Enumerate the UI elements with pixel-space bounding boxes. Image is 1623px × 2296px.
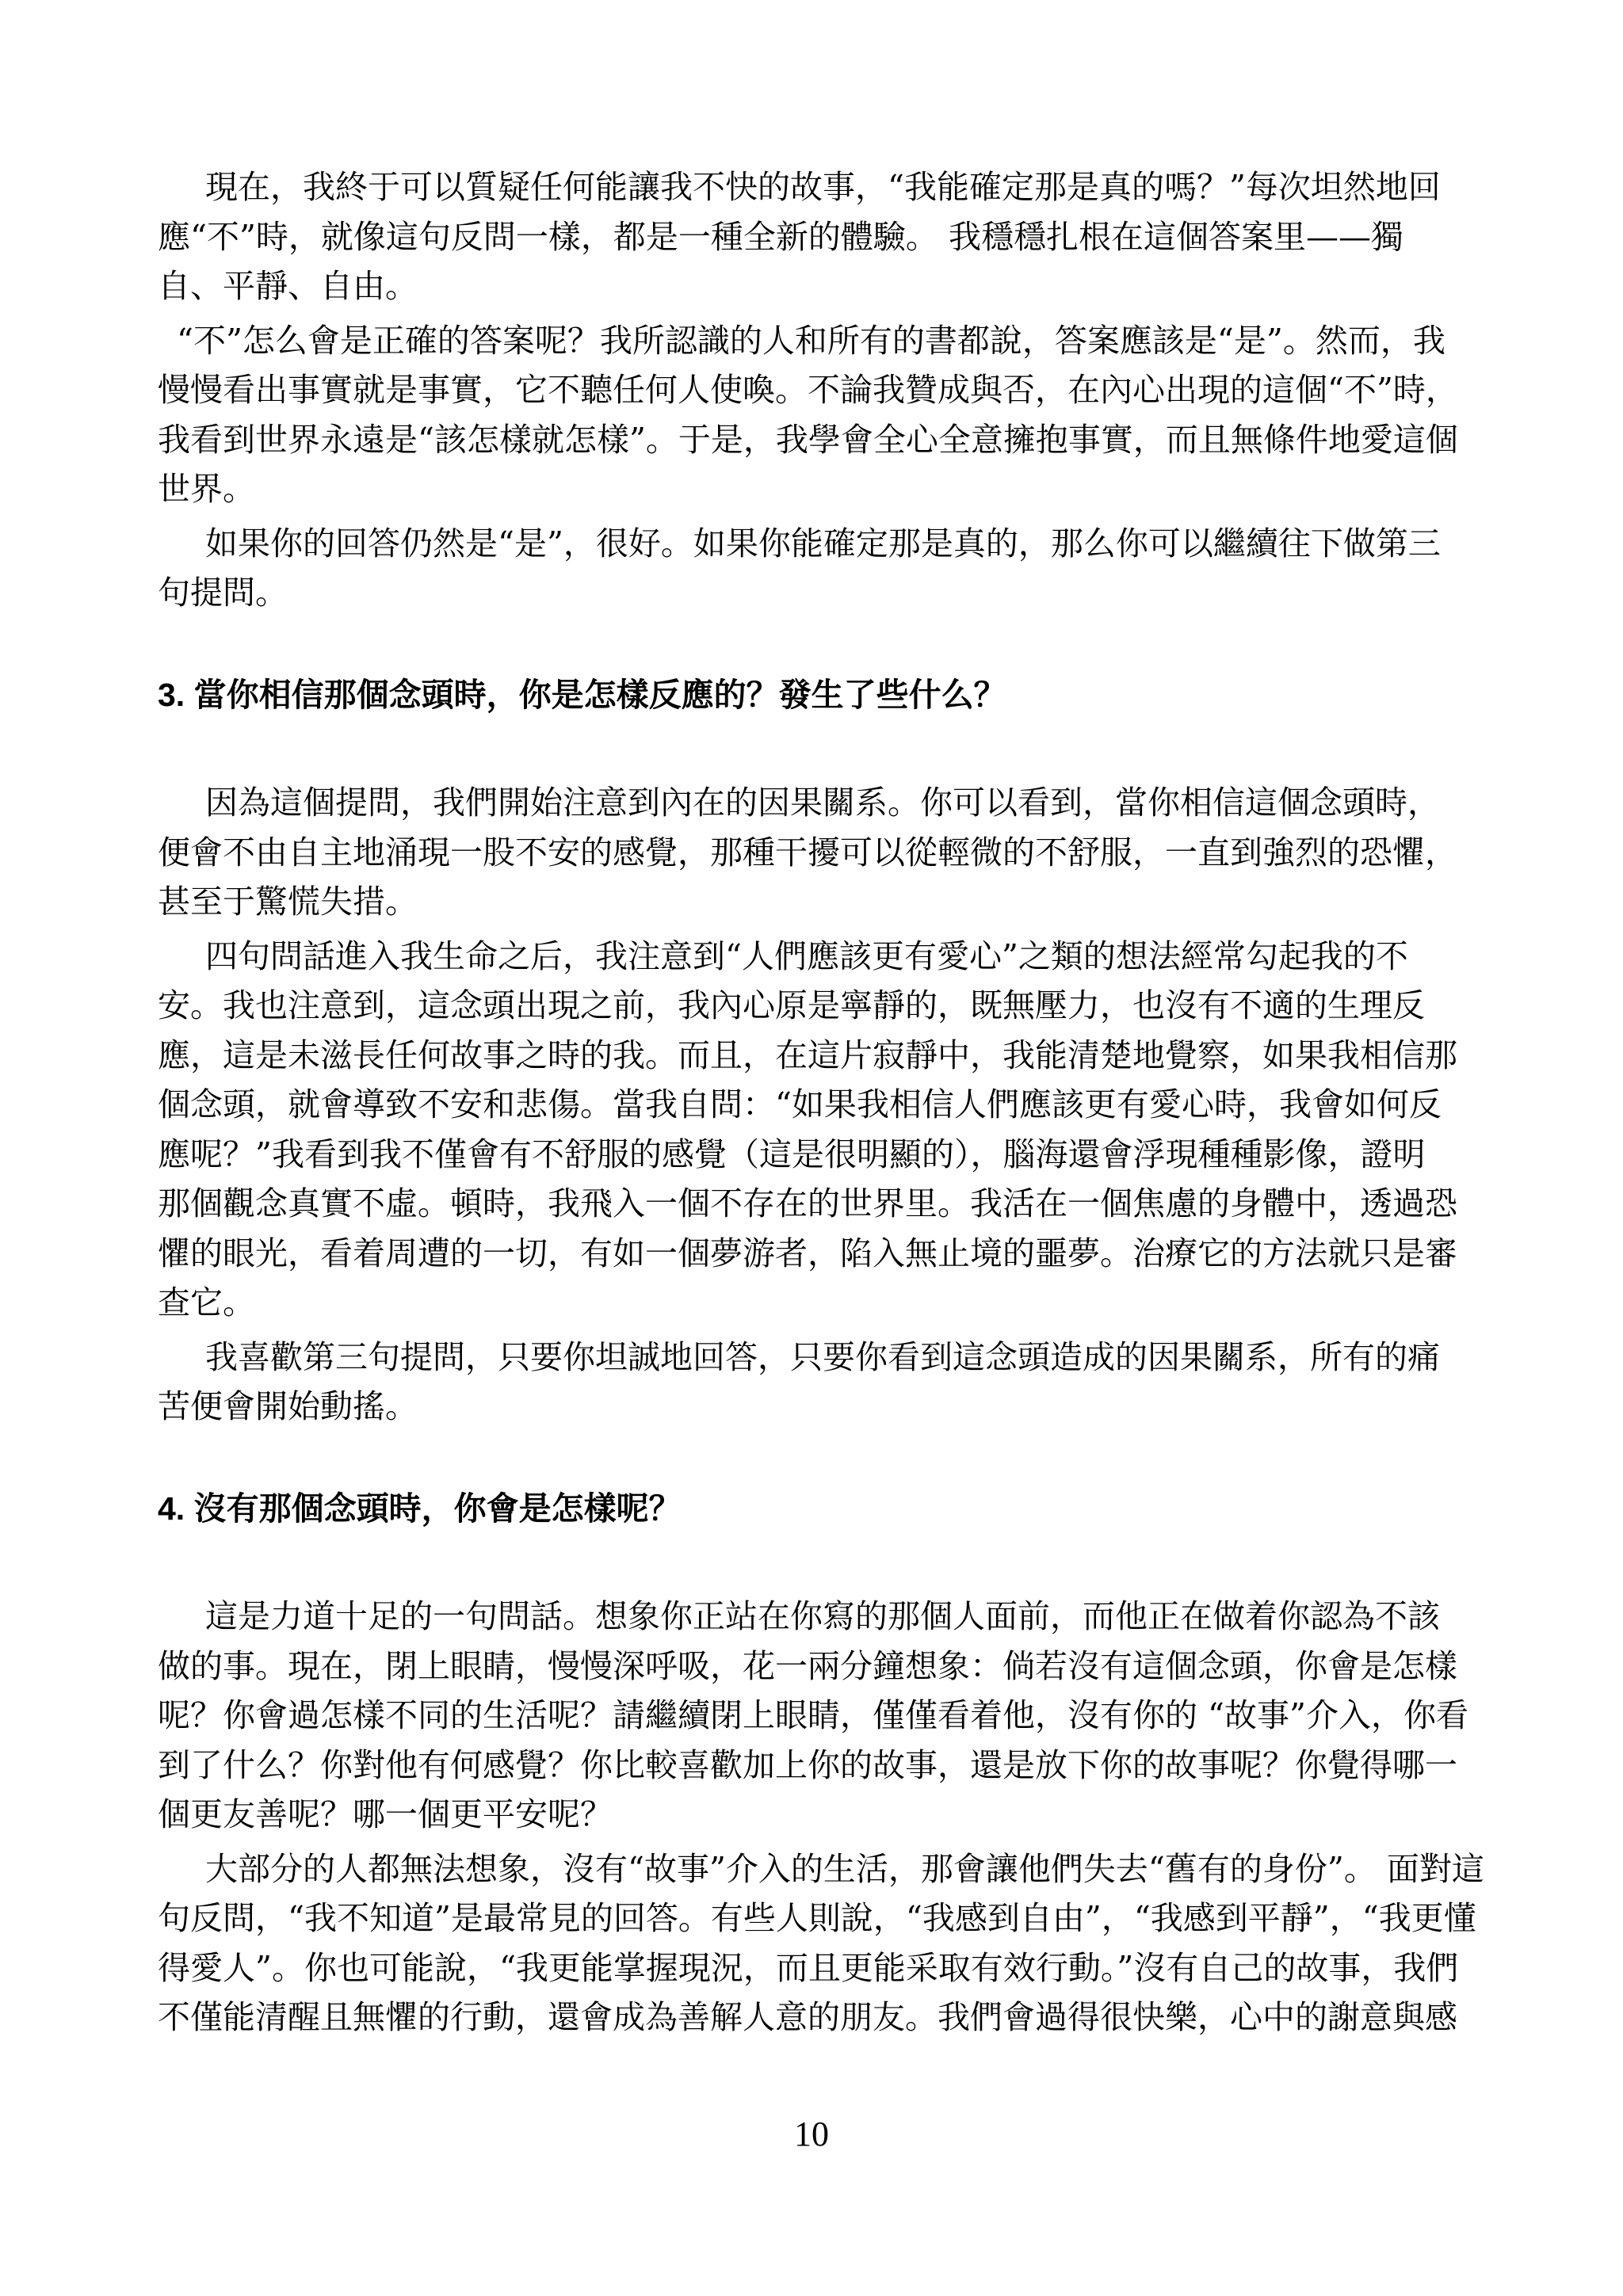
section-3-paragraph-3 bbox=[158, 1333, 1476, 1432]
text-line: 句反問，“我不知道”是最常見的回答。有些人則說，“我感到自由”，“我感到平靜”，“我更懂 bbox=[158, 1899, 1476, 1937]
text-line: 如果你的回答仍然是“是”，很好。如果你能確定那是真的，那么你可以繼續往下做第三 bbox=[205, 524, 1441, 563]
text-line: 大部分的人都無法想象，沒有“故事”介入的生活，那會讓他們失去“舊有的身份”。 面對這 bbox=[205, 1849, 1484, 1888]
text-line: 自、平靜、自由。 bbox=[158, 267, 418, 305]
intro-paragraph-3 bbox=[158, 519, 1476, 618]
text-line: 這是力道十足的一句問話。想象你正站在你寫的那個人面前，而他正在做着你認為不該 bbox=[205, 1597, 1440, 1635]
text-line: 不僅能清醒且無懼的行動，還會成為善解人意的朋友。我們會過得很快樂，心中的謝意與感 bbox=[158, 1998, 1457, 2036]
text-line: 個更友善呢？哪一個更平安呢？ bbox=[158, 1795, 613, 1833]
text-line: 呢？你會過怎樣不同的生活呢？請繼續閉上眼睛，僅僅看着他，沒有你的 “故事”介入，你看 bbox=[158, 1696, 1468, 1734]
intro-paragraph-2 bbox=[158, 316, 1476, 514]
text-line: 現在，我終于可以質疑任何能讓我不快的故事，“我能確定那是真的嗎？”每次坦然地回 bbox=[205, 168, 1441, 206]
text-line: 應呢？”我看到我不僅會有不舒服的感覺（這是很明顯的），腦海還會浮現種種影像，證明 bbox=[158, 1135, 1426, 1173]
text-line: 甚至于驚慌失措。 bbox=[158, 883, 418, 921]
section-3-paragraph-1 bbox=[158, 778, 1476, 927]
text-line: 因為這個提問，我們開始注意到內在的因果關系。你可以看到，當你相信這個念頭時， bbox=[205, 784, 1440, 822]
text-line: 四句問話進入我生命之后，我注意到“人們應該更有愛心”之類的想法經常勾起我的不 bbox=[205, 936, 1408, 975]
text-line: 便會不由自主地涌現一股不安的感覺，那種干擾可以從輕微的不舒服，一直到強烈的恐懼， bbox=[158, 833, 1457, 871]
text-line: 句提問。 bbox=[158, 574, 288, 612]
section-4-heading: 4. 沒有那個念頭時，你會是怎樣呢？ bbox=[158, 1489, 682, 1527]
text-line: 我看到世界永遠是“該怎樣就怎樣”。于是，我學會全心全意擁抱事實，而且無條件地愛這個 bbox=[158, 420, 1458, 459]
text-line: 那個觀念真實不虛。頓時，我飛入一個不存在的世界里。我活在一個焦慮的身體中，透過恐 bbox=[158, 1184, 1457, 1222]
section-4-paragraph-1 bbox=[158, 1592, 1476, 1840]
text-line: 做的事。現在，閉上眼睛，慢慢深呼吸，花一兩分鐘想象：倘若沒有這個念頭，你會是怎樣 bbox=[158, 1646, 1457, 1685]
text-line: 苦便會開始動搖。 bbox=[158, 1387, 418, 1425]
text-column bbox=[158, 162, 1484, 2042]
text-line: “不”怎么會是正確的答案呢？我所認識的人和所有的書都說，答案應該是“是”。然而，我 bbox=[177, 321, 1445, 360]
text-line: 應，這是未滋長任何故事之時的我。而且，在這片寂靜中，我能清楚地覺察，如果我相信那 bbox=[158, 1035, 1457, 1074]
text-line: 到了什么？你對他有何感覺？你比較喜歡加上你的故事，還是放下你的故事呢？你覺得哪一 bbox=[158, 1745, 1457, 1784]
intro-paragraph-1 bbox=[158, 162, 1476, 311]
section-3-paragraph-2 bbox=[158, 932, 1476, 1328]
text-line: 我喜歡第三句提問，只要你坦誠地回答，只要你看到這念頭造成的因果關系，所有的痛 bbox=[205, 1337, 1440, 1376]
text-line: 得愛人”。你也可能說，“我更能掌握現況，而且更能采取有效行動。”沒有自己的故事，我們 bbox=[158, 1948, 1459, 1987]
text-line: 個念頭，就會導致不安和悲傷。當我自問：“如果我相信人們應該更有愛心時，我會如何反 bbox=[158, 1085, 1442, 1123]
section-4-paragraph-2 bbox=[158, 1844, 1484, 2042]
text-line: 應“不”時，就像這句反問一樣，都是一種全新的體驗。 我穩穩扎根在這個答案里——獨 bbox=[158, 217, 1403, 256]
text-line: 安。我也注意到，這念頭出現之前，我內心原是寧靜的，既無壓力，也沒有不適的生理反 bbox=[158, 986, 1425, 1024]
text-line: 慢慢看出事實就是事實，它不聽任何人使喚。不論我贊成與否，在內心出現的這個“不”時， bbox=[158, 371, 1458, 409]
text-line: 懼的眼光，看着周遭的一切，有如一個夢游者，陷入無止境的噩夢。治療它的方法就只是審 bbox=[158, 1234, 1457, 1272]
text-line: 世界。 bbox=[158, 470, 255, 508]
section-3-heading: 3. 當你相信那個念頭時，你是怎樣反應的？發生了些什么？ bbox=[158, 676, 1006, 713]
page-number: 10 bbox=[794, 2115, 829, 2153]
text-line: 查它。 bbox=[158, 1283, 255, 1322]
